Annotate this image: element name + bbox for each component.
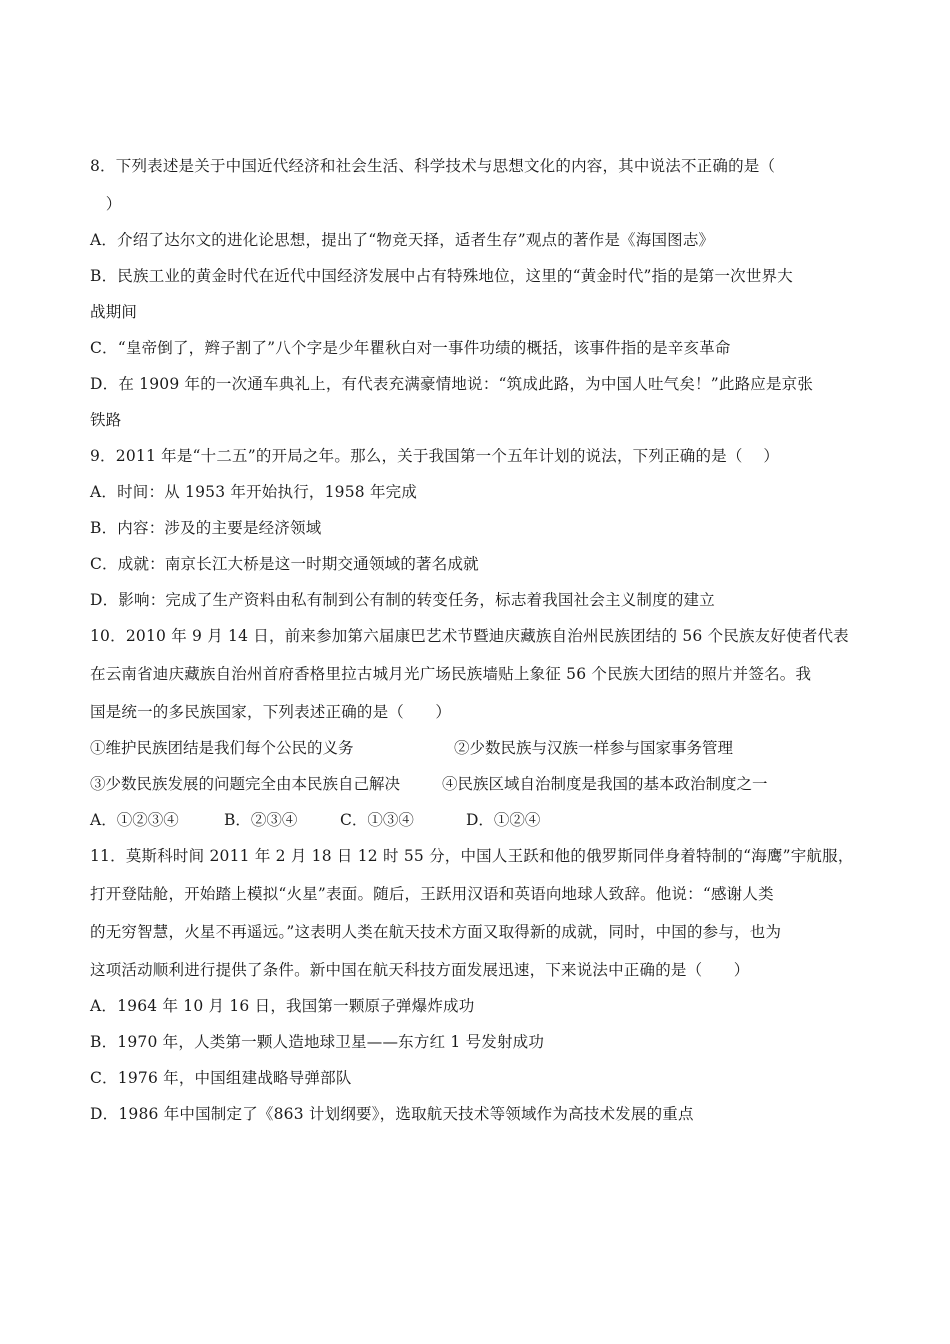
q9-option-d: D．影响：完成了生产资料由私有制到公有制的转变任务，标志着我国社会主义制度的建立 — [90, 591, 715, 609]
q9-option-b: B．内容：涉及的主要是经济领域 — [90, 519, 322, 537]
q10-option-d: D．①②④ — [466, 811, 541, 829]
q11-stem-line3: 的无穷智慧，火星不再遥远。”这表明人类在航天技术方面又取得新的成就，同时，中国的参与，也为 — [90, 923, 782, 941]
q8-option-a: A．介绍了达尔文的进化论思想，提出了“物竞天择，适者生存”观点的著作是《海国图志》 — [90, 231, 715, 249]
q10-item-4: ④民族区域自治制度是我国的基本政治制度之一 — [442, 775, 768, 793]
q8-option-c: C．“皇帝倒了，辫子割了”八个字是少年瞿秋白对一事件功绩的概括，该事件指的是辛亥革命 — [90, 339, 731, 357]
q9-option-a: A．时间：从 1953 年开始执行，1958 年完成 — [90, 483, 418, 501]
q10-item-2: ②少数民族与汉族一样参与国家事务管理 — [454, 739, 734, 757]
q9-option-c: C．成就：南京长江大桥是这一时期交通领域的著名成就 — [90, 555, 479, 573]
q8-stem-line2: ） — [90, 195, 122, 213]
q11-stem-line2: 打开登陆舱，开始踏上模拟“火星”表面。随后，王跃用汉语和英语向地球人致辞。他说：“感谢人类 — [90, 885, 774, 903]
q10-stem-line2: 在云南省迪庆藏族自治州首府香格里拉古城月光广场民族墙贴上象征 56 个民族大团结的照片并签名。我 — [90, 665, 812, 683]
q10-item-3: ③少数民族发展的问题完全由本民族自己解决 — [90, 775, 401, 793]
q10-option-c: C．①③④ — [340, 811, 414, 829]
q8-option-b-line1: B．民族工业的黄金时代在近代中国经济发展中占有特殊地位，这里的“黄金时代”指的是第一次世界大 — [90, 267, 793, 285]
q8-option-d-line2: 铁路 — [90, 411, 122, 429]
q8-stem-line1: 8．下列表述是关于中国近代经济和社会生活、科学技术与思想文化的内容，其中说法不正确的是（ — [90, 157, 776, 175]
q11-stem-line1: 11．莫斯科时间 2011 年 2 月 18 日 12 时 55 分，中国人王跃和他的俄罗斯同伴身着特制的“海鹰”宇航服， — [90, 847, 854, 865]
q8-option-b-line2: 战期间 — [90, 303, 138, 321]
q10-option-a: A．①②③④ — [90, 811, 179, 829]
q10-stem-line1: 10．2010 年 9 月 14 日，前来参加第六届康巴艺术节暨迪庆藏族自治州民族团结的 56 个民族友好使者代表 — [90, 627, 849, 645]
q11-stem-line4: 这项活动顺利进行提供了条件。新中国在航天科技方面发展迅速，下来说法中正确的是（ ） — [90, 961, 750, 979]
q11-option-a: A．1964 年 10 月 16 日，我国第一颗原子弹爆炸成功 — [90, 997, 475, 1015]
q9-stem: 9．2011 年是“十二五”的开局之年。那么，关于我国第一个五年计划的说法，下列正确的是（ ） — [90, 447, 780, 465]
q11-option-d: D．1986 年中国制定了《863 计划纲要》，选取航天技术等领域作为高技术发展的重点 — [90, 1105, 694, 1123]
q8-option-d-line1: D．在 1909 年的一次通车典礼上，有代表充满豪情地说：“筑成此路，为中国人吐气矣！”此路应是京张 — [90, 375, 814, 393]
q10-item-1: ①维护民族团结是我们每个公民的义务 — [90, 739, 354, 757]
q11-option-c: C．1976 年，中国组建战略导弹部队 — [90, 1069, 352, 1087]
q10-option-b: B．②③④ — [224, 811, 298, 829]
q11-option-b: B．1970 年，人类第一颗人造地球卫星——东方红 1 号发射成功 — [90, 1033, 545, 1051]
q10-stem-line3: 国是统一的多民族国家，下列表述正确的是（ ） — [90, 703, 452, 721]
